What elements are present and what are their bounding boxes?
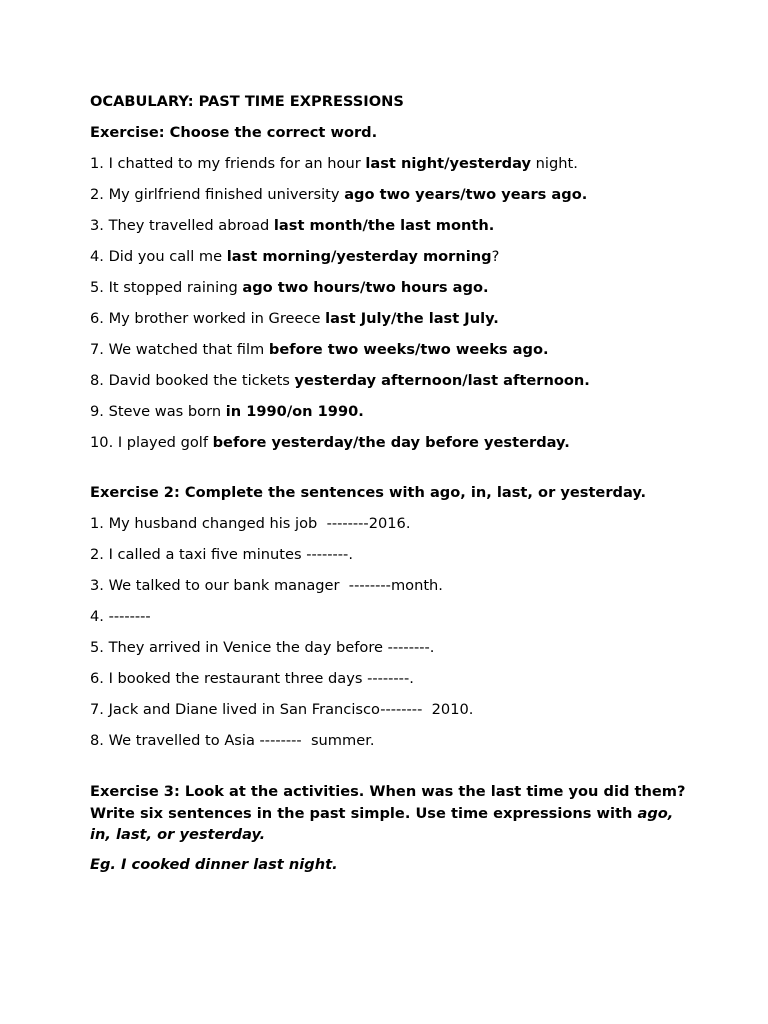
exercise1-item-post: night. bbox=[531, 155, 578, 172]
exercise2-item: 8. We travelled to Asia -------- summer. bbox=[90, 732, 375, 749]
exercise2-item: 1. My husband changed his job --------2016. bbox=[90, 515, 411, 532]
exercise1-list bbox=[90, 154, 690, 452]
exercise1-item-bold: last month/the last month. bbox=[273, 217, 495, 234]
exercise1-item-bold: ago two hours/two hours ago. bbox=[242, 279, 489, 296]
exercise1-item bbox=[90, 371, 690, 390]
exercise1-item-pre: 7. We watched that film bbox=[90, 341, 269, 358]
exercise1-item-pre: 10. I played golf bbox=[90, 434, 213, 451]
exercise1-item bbox=[90, 402, 690, 421]
exercise3-heading-text: Exercise 3: Look at the activities. When was the last time you did them? Write six sentences in the past simple. Use time expressions with bbox=[90, 783, 686, 822]
exercise1-item bbox=[90, 185, 690, 204]
exercise2-item: 3. We talked to our bank manager --------month. bbox=[90, 577, 443, 594]
exercise1-item-bold: yesterday afternoon/last afternoon. bbox=[294, 372, 590, 389]
exercise1-item-pre: 3. They travelled abroad bbox=[90, 217, 274, 234]
exercise1-item bbox=[90, 154, 690, 173]
exercise1-item-bold: last morning/yesterday morning bbox=[226, 248, 492, 265]
worksheet bbox=[90, 92, 690, 874]
exercise3-heading-terms: ago, in, last, or yesterday. bbox=[90, 804, 674, 843]
exercise1-item-post: ? bbox=[491, 248, 500, 265]
exercise2-list bbox=[90, 514, 690, 750]
exercise1-item-pre: 8. David booked the tickets bbox=[90, 372, 295, 389]
exercise1-item-pre: 6. My brother worked in Greece bbox=[90, 310, 326, 327]
exercise1-item-bold: in 1990/on 1990. bbox=[225, 403, 364, 420]
exercise2-item: 2. I called a taxi five minutes --------. bbox=[90, 546, 353, 563]
exercise2-item: 7. Jack and Diane lived in San Francisco-------- 2010. bbox=[90, 701, 474, 718]
page-title: OCABULARY: PAST TIME EXPRESSIONS bbox=[90, 93, 404, 110]
exercise2-item: 4. -------- bbox=[90, 608, 151, 625]
exercise1-item-bold: last July/the last July. bbox=[325, 310, 499, 327]
exercise1-item-pre: 1. I chatted to my friends for an hour bbox=[90, 155, 366, 172]
exercise2-item: 5. They arrived in Venice the day before --------. bbox=[90, 639, 435, 656]
exercise1-item bbox=[90, 278, 690, 297]
exercise1-item bbox=[90, 247, 690, 266]
exercise1-item-pre: 9. Steve was born bbox=[90, 403, 226, 420]
exercise1-item bbox=[90, 340, 690, 359]
exercise1-item bbox=[90, 216, 690, 235]
exercise2-item: 6. I booked the restaurant three days --------. bbox=[90, 670, 414, 687]
exercise1-item-pre: 5. It stopped raining bbox=[90, 279, 243, 296]
exercise1-heading: Exercise: Choose the correct word. bbox=[90, 124, 378, 141]
exercise1-item-bold: ago two years/two years ago. bbox=[344, 186, 588, 203]
exercise1-item-bold: before two weeks/two weeks ago. bbox=[268, 341, 549, 358]
exercise3-example: Eg. I cooked dinner last night. bbox=[90, 855, 338, 873]
exercise2-heading: Exercise 2: Complete the sentences with ago, in, last, or yesterday. bbox=[90, 484, 647, 501]
exercise1-item-bold: before yesterday/the day before yesterday. bbox=[212, 434, 570, 451]
exercise1-item-pre: 4. Did you call me bbox=[90, 248, 227, 265]
exercise1-item bbox=[90, 433, 690, 452]
exercise1-item-pre: 2. My girlfriend finished university bbox=[90, 186, 345, 203]
exercise3-heading bbox=[90, 781, 690, 846]
exercise1-item bbox=[90, 309, 690, 328]
exercise1-item-bold: last night/yesterday bbox=[365, 155, 532, 172]
